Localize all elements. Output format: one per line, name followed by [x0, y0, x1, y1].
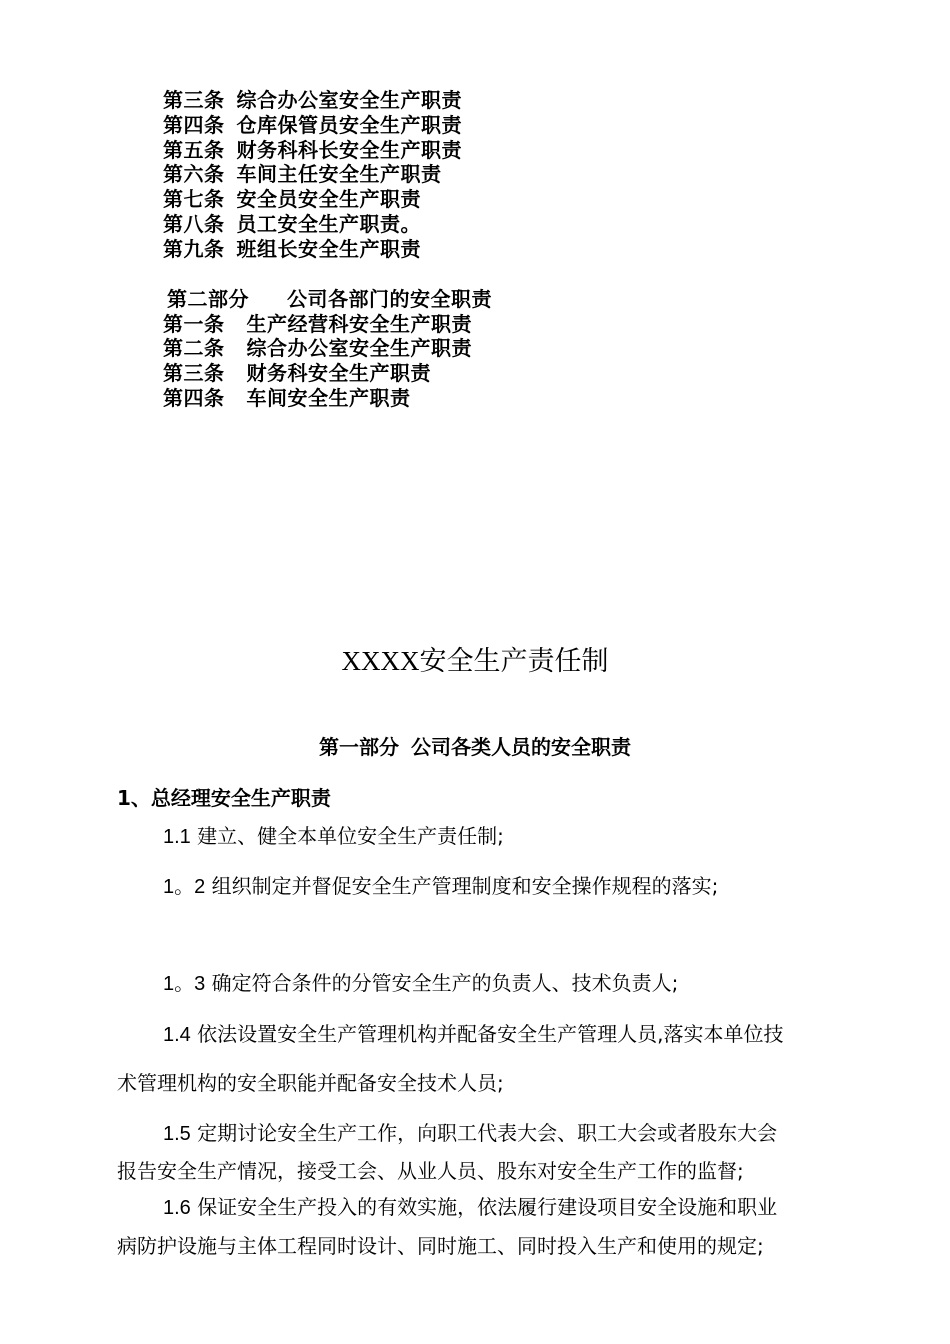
paragraph-number: 1.1 — [163, 826, 191, 848]
toc-item-title: 财务科科长安全生产职责 — [236, 138, 462, 162]
paragraph-continuation: 病防护设施与主体工程同时设计、同时施工、同时投入生产和使用的规定; — [117, 1234, 764, 1258]
paragraph-text: 保证安全生产投入的有效实施，依法履行建设项目安全设施和职业 — [197, 1195, 778, 1219]
toc-item-title: 综合办公室安全生产职责 — [246, 336, 472, 360]
subsection-heading: 1、总经理安全生产职责 — [117, 786, 331, 810]
toc-item — [163, 88, 462, 113]
toc-part-heading — [167, 287, 492, 312]
toc-part-title: 公司各部门的安全职责 — [287, 287, 492, 311]
paragraph-number: 1.5 — [163, 1123, 191, 1145]
toc-item-number: 第八条 — [163, 212, 225, 236]
toc-item-title: 安全员安全生产职责 — [236, 187, 421, 211]
section-label: 第一部分 — [319, 735, 399, 759]
toc-item-number: 第三条 — [163, 361, 225, 385]
toc-item-title: 仓库保管员安全生产职责 — [236, 113, 462, 137]
toc-item — [163, 386, 411, 411]
toc-item-number: 第四条 — [163, 386, 225, 410]
paragraph-number: 1.6 — [163, 1197, 191, 1219]
toc-item — [163, 113, 462, 138]
paragraph-text: 定期讨论安全生产工作，向职工代表大会、职工大会或者股东大会 — [197, 1121, 778, 1145]
paragraph-number: 1.4 — [163, 1024, 191, 1046]
section-title — [0, 733, 950, 761]
toc-item-number: 第二条 — [163, 336, 225, 360]
paragraph-text: 组织制定并督促安全生产管理制度和安全操作规程的落实; — [211, 874, 719, 898]
paragraph-continuation: 术管理机构的安全职能并配备安全技术人员; — [117, 1071, 504, 1095]
toc-item — [163, 336, 472, 361]
toc-item-title: 车间主任安全生产职责 — [236, 162, 442, 186]
document-title-prefix: XXXX — [341, 646, 420, 676]
paragraph-number: 1。3 — [163, 973, 206, 995]
toc-item-number: 第九条 — [163, 237, 225, 261]
toc-item-number: 第三条 — [163, 88, 225, 112]
paragraph-continuation: 报告安全生产情况，接受工会、从业人员、股东对安全生产工作的监督; — [117, 1159, 744, 1183]
toc-item-title: 财务科安全生产职责 — [246, 361, 431, 385]
toc-item-title: 班组长安全生产职责 — [236, 237, 421, 261]
paragraph — [163, 872, 718, 901]
paragraph — [163, 1119, 777, 1148]
paragraph — [163, 969, 678, 998]
toc-item-title: 员工安全生产职责。 — [236, 212, 421, 236]
toc-item-title: 生产经营科安全生产职责 — [246, 312, 472, 336]
toc-item — [163, 187, 421, 212]
toc-item-number: 第七条 — [163, 187, 225, 211]
toc-item-number: 第五条 — [163, 138, 225, 162]
toc-item — [163, 312, 472, 337]
paragraph-text: 建立、健全本单位安全生产责任制; — [197, 824, 504, 848]
section-title-text: 公司各类人员的安全职责 — [411, 735, 631, 759]
paragraph-text: 依法设置安全生产管理机构并配备安全生产管理人员,落实本单位技 — [197, 1022, 784, 1046]
paragraph — [163, 1193, 777, 1222]
document-title — [0, 643, 950, 680]
toc-item — [163, 162, 442, 187]
paragraph-number: 1。2 — [163, 876, 206, 898]
toc-item — [163, 138, 462, 163]
toc-item — [163, 212, 421, 237]
toc-item-title: 综合办公室安全生产职责 — [236, 88, 462, 112]
toc-item-title: 车间安全生产职责 — [246, 386, 411, 410]
paragraph-text: 确定符合条件的分管安全生产的负责人、技术负责人; — [211, 971, 679, 995]
toc-item-number: 第四条 — [163, 113, 225, 137]
toc-item-number: 第六条 — [163, 162, 225, 186]
document-title-text: 安全生产责任制 — [419, 646, 609, 677]
paragraph — [163, 822, 504, 851]
toc-item-number: 第一条 — [163, 312, 225, 336]
toc-part-label: 第二部分 — [167, 287, 249, 311]
toc-item — [163, 237, 421, 262]
toc-item — [163, 361, 431, 386]
paragraph — [163, 1020, 784, 1049]
